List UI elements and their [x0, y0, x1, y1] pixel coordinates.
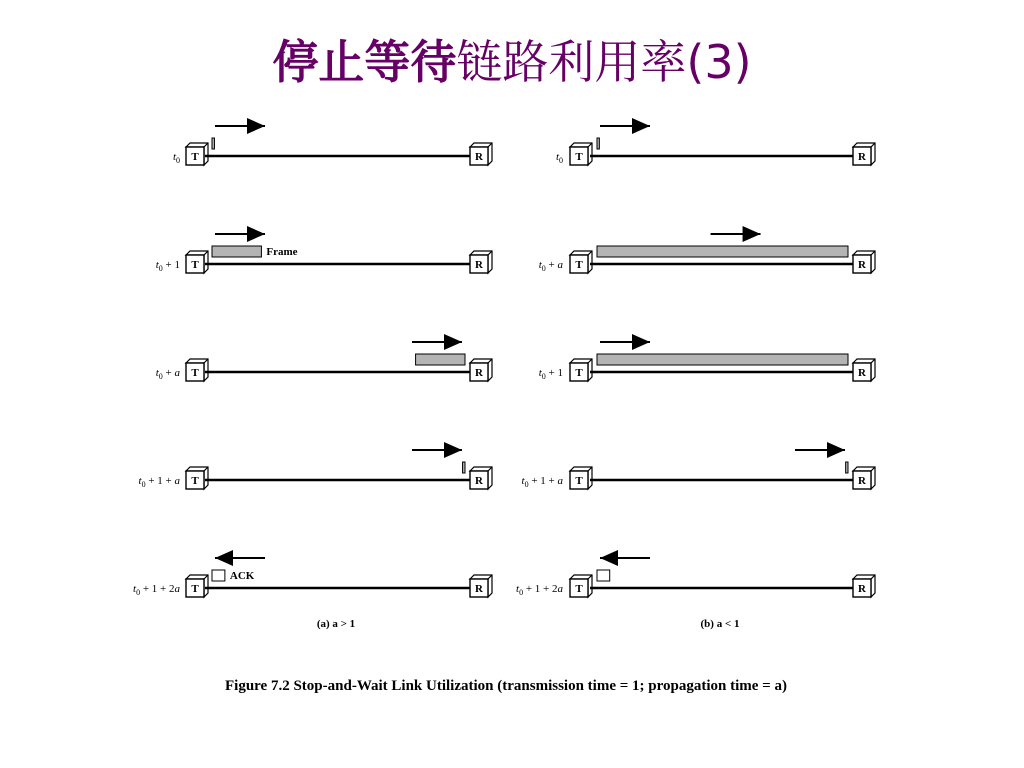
transmitter-box-letter: T: [575, 475, 583, 487]
transmitter-box-letter: T: [191, 259, 199, 271]
time-label: $t_0 + a$: [538, 259, 563, 273]
receiver-box: [853, 143, 875, 165]
time-label: $t_0 + 1 + a$: [521, 475, 563, 489]
time-label: $t_0 + 1 + 2a$: [133, 583, 180, 597]
transmitter-box-letter: T: [191, 583, 199, 595]
receiver-box-letter: R: [475, 259, 483, 271]
panel-a-row: [133, 558, 492, 597]
data-frame: [416, 354, 465, 365]
transmitter-box: [186, 251, 208, 273]
panel-a: [133, 126, 492, 630]
receiver-box: [853, 359, 875, 381]
transmitter-box: [570, 251, 592, 273]
transmitter-box-letter: T: [191, 151, 199, 163]
panel-a-row: [156, 234, 492, 273]
receiver-box: [853, 251, 875, 273]
panel-a-row: [156, 342, 492, 381]
panel-b-row: [539, 234, 875, 273]
panel-a-label: (a) a > 1: [316, 618, 356, 630]
receiver-box: [470, 359, 492, 381]
receiver-box-letter: R: [858, 583, 866, 595]
receiver-box: [470, 467, 492, 489]
receiver-box-letter: R: [858, 367, 866, 379]
frame-text-label: Frame: [266, 246, 298, 258]
transmitter-box: [570, 143, 592, 165]
frame-text-label: ACK: [229, 570, 255, 582]
panel-b-row: [539, 342, 875, 381]
receiver-box: [470, 575, 492, 597]
data-frame: [463, 462, 465, 473]
time-label: $t_0 + 1 + 2a$: [516, 583, 563, 597]
transmitter-box: [186, 467, 208, 489]
panel-b: [516, 126, 875, 630]
panel-a-row: [139, 450, 492, 489]
data-frame: [212, 246, 261, 257]
slide-title-bold: 停止等待: [272, 35, 457, 89]
data-frame: [597, 246, 848, 257]
time-label: $t_0$: [172, 151, 180, 165]
transmitter-box: [570, 359, 592, 381]
transmitter-box-letter: T: [575, 367, 583, 379]
figure-caption: Figure 7.2 Stop-and-Wait Link Utilization (transmission time = 1; propagation time = a): [225, 678, 787, 694]
receiver-box-letter: R: [858, 475, 866, 487]
panel-b-row: [556, 126, 875, 165]
transmitter-box: [570, 467, 592, 489]
transmitter-box-letter: T: [575, 583, 583, 595]
ack-frame: [597, 570, 610, 581]
transmitter-box-letter: T: [575, 151, 583, 163]
time-label: $t_0 + 1 + a$: [138, 475, 180, 489]
receiver-box: [853, 575, 875, 597]
panel-b-row: [522, 450, 875, 489]
transmitter-box: [186, 143, 208, 165]
receiver-box: [470, 143, 492, 165]
transmitter-box-letter: T: [575, 259, 583, 271]
receiver-box-letter: R: [858, 259, 866, 271]
panel-b-row: [516, 558, 875, 597]
time-label: $t_0 + 1$: [538, 367, 563, 381]
transmitter-box: [186, 359, 208, 381]
transmitter-box: [570, 575, 592, 597]
receiver-box: [853, 467, 875, 489]
data-frame: [597, 354, 848, 365]
ack-frame: [212, 570, 225, 581]
receiver-box-letter: R: [475, 367, 483, 379]
data-frame: [597, 138, 599, 149]
receiver-box-letter: R: [858, 151, 866, 163]
time-label: $t_0 + 1$: [155, 259, 180, 273]
slide-title-rest: 链路利用率(3): [456, 35, 752, 89]
transmitter-box: [186, 575, 208, 597]
receiver-box-letter: R: [475, 583, 483, 595]
panel-a-row: [173, 126, 492, 165]
data-frame: [212, 138, 214, 149]
time-label: $t_0 + a$: [155, 367, 180, 381]
panel-b-label: (b) a < 1: [700, 618, 740, 630]
data-frame: [846, 462, 848, 473]
transmitter-box-letter: T: [191, 475, 199, 487]
receiver-box: [470, 251, 492, 273]
transmitter-box-letter: T: [191, 367, 199, 379]
receiver-box-letter: R: [475, 151, 483, 163]
receiver-box-letter: R: [475, 475, 483, 487]
time-label: $t_0$: [555, 151, 563, 165]
